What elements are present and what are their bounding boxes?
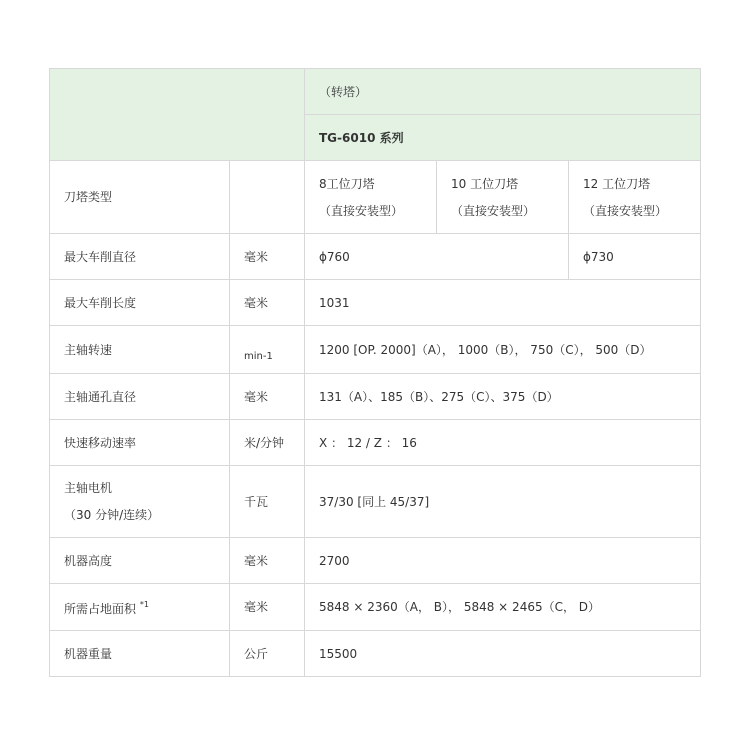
row-label: 机器高度 [50,538,230,584]
table-row [50,234,701,280]
footnote-marker: *1 [139,600,149,609]
row-unit: 毫米 [230,374,305,420]
turret-option-type: （直接安装型） [451,203,536,218]
turret-option-type: （直接安装型） [583,203,668,218]
turret-option-10 [437,161,569,234]
row-unit: 毫米 [230,280,305,326]
header-series: TG-6010 系列 [305,115,701,161]
row-value: 2700 [305,538,701,584]
row-unit: 毫米 [230,538,305,584]
turret-option-type: （直接安装型） [319,203,404,218]
row-unit: 毫米 [230,234,305,280]
header-row-variant [50,69,701,115]
row-unit: min-1 [230,326,305,374]
row-unit: 毫米 [230,584,305,631]
table-row [50,161,701,234]
row-label-text: 所需占地面积 [64,602,137,616]
row-value: 1031 [305,280,701,326]
header-corner-cell [50,69,305,161]
table-row [50,538,701,584]
table-row [50,584,701,631]
table-row [50,326,701,374]
turret-option-name: 10 工位刀塔 [451,176,519,191]
table-row [50,466,701,538]
row-label: 主轴转速 [50,326,230,374]
row-value: 131（A）、185（B）、275（C）、375（D） [305,374,701,420]
row-label: 快速移动速率 [50,420,230,466]
table-row [50,420,701,466]
row-label-main: 主轴电机 [64,481,113,495]
row-unit: 千瓦 [230,466,305,538]
row-unit [230,161,305,234]
row-value: ϕ730 [569,234,701,280]
row-label-sub: （30 分钟/连续） [64,508,160,522]
row-label [50,584,230,631]
row-value: X ： 12 / Z ： 16 [305,420,701,466]
turret-option-name: 12 工位刀塔 [583,176,651,191]
turret-option-12 [569,161,701,234]
row-unit: 公斤 [230,631,305,677]
row-label: 刀塔类型 [50,161,230,234]
header-variant: （转塔） [305,69,701,115]
turret-option-name: 8工位刀塔 [319,176,375,191]
row-value: ϕ760 [305,234,569,280]
row-unit: 米/分钟 [230,420,305,466]
row-label: 主轴通孔直径 [50,374,230,420]
row-label [50,466,230,538]
row-label: 机器重量 [50,631,230,677]
row-value: 15500 [305,631,701,677]
turret-option-8 [305,161,437,234]
table-row [50,374,701,420]
row-value: 5848 × 2360（A， B）， 5848 × 2465（C， D） [305,584,701,631]
row-label: 最大车削直径 [50,234,230,280]
spec-table [49,68,701,677]
table-row [50,280,701,326]
row-value: 37/30 [同上 45/37] [305,466,701,538]
row-value: 1200 [OP. 2000]（A）， 1000（B）， 750（C）， 500（D） [305,326,701,374]
table-row [50,631,701,677]
row-label: 最大车削长度 [50,280,230,326]
